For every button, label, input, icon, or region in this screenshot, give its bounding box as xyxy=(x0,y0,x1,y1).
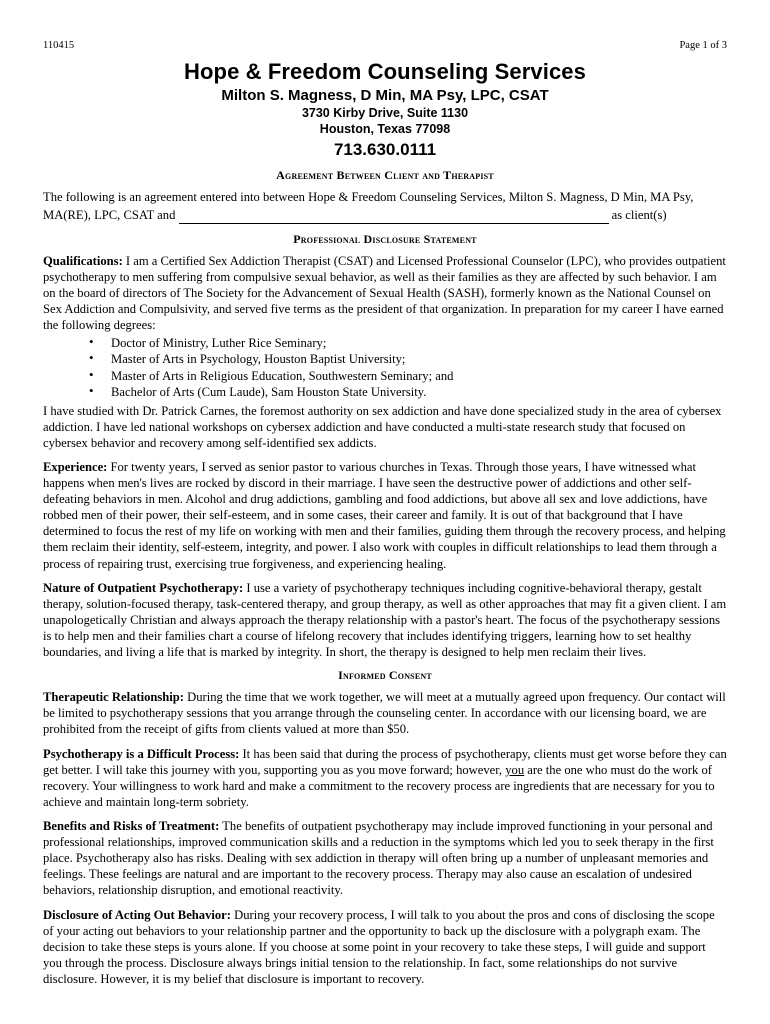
qualifications-postscript: I have studied with Dr. Patrick Carnes, the foremost authority on sex addiction and have done specialized study in the area of cybersex addiction. I have led national workshops on cybersex addiction and have conducted a multi-state research study that focused on cybersex behavior and recovery among self-identified sex addicts. xyxy=(43,403,722,450)
difficult-process-emphasis: you xyxy=(505,762,525,777)
page-header xyxy=(43,40,727,53)
benefits-risks-text: The benefits of outpatient psychotherapy may include improved functioning in your personal and professional relationships, improved communication skills and a reduction in the symptoms which led you to seek therapy in the first place. Psychotherapy also has risks. Dealing with sex addiction in therapy will often bring up a number of unpleasant memories and feelings. These feelings are natural and are important to the recovery process. Therapy may also cause an escalation of undesired behaviors, relationship disruption, and emotional reactivity. xyxy=(43,818,714,898)
difficult-process-text-2: are the one who must do the work of recovery. Your willingness to work hard and make a commitment to the recovery process are ingredients that are necessary for you to achieve and maintain long-term sobriety. xyxy=(43,762,715,809)
list-item: • Bachelor of Arts (Cum Laude), Sam Houston State University. xyxy=(89,384,727,400)
disclosure-acting-out-paragraph xyxy=(43,907,727,988)
disclosure-acting-out-label: Disclosure of Acting Out Behavior: xyxy=(43,907,231,922)
therapeutic-relationship-text: During the time that we work together, we will meet at a mutually agreed upon frequency. Our contact will be limited to psychotherapy sessions that you arrange through the counseling center. In accordance with our licensing board, we are prohibited from the receipt of gifts from clients valued at more than $50. xyxy=(43,690,726,737)
agreement-line2-suffix: as client(s) xyxy=(608,208,667,223)
nature-text: I use a variety of psychotherapy techniques including cognitive-behavioral therapy, gestalt therapy, solution-focused therapy, task-centered therapy, and group therapy, as well as other approaches that may fit a given client. I am unapologetically Christian and always approach the therapy relationship with a pastor's heart. The focus of the psychotherapy sessions is to help men and their families chart a course of lifelong recovery that includes identifying triggers, learning how to set healthy boundaries, and living a life that is marked by integrity. In short, the therapy is designed to help men reclaim their lives. xyxy=(43,580,727,660)
disclosure-acting-out-text: During your recovery process, I will talk to you about the pros and cons of disclosing the scope of your acting out behaviors to your relationship partner and the opportunity to back up the disclosure with a polygraph exam. The decision to take these steps is yours alone. If you choose at some point in your recovery to take these steps, I will guide and support you through the process. Disclosure always brings initial tension to the relationship. In fact, some relationships do not survive disclosure. However, it is my belief that disclosure is important to recovery. xyxy=(43,907,715,986)
experience-text: For twenty years, I served as senior pastor to various churches in Texas. Through those years, I have witnessed what happens when men's lives are rocked by discord in their marriage. I have seen the destructive power of addictions and other self-defeating behaviors in men. Alcohol and drug addictions, gambling and food addictions, but above all sex and love addictions, have robbed men of their power, their self-esteem, and in some cases, their career and family. It is out of that background that I have determined to focus the rest of my life on working with men and their families, guiding them through the recovery process, and helping them reclaim their identity, self-esteem, integrity, and power. I also work with couples in difficult relationships to lead them through a process of repairing trust, exercising true forgiveness, and experiencing healing. xyxy=(43,459,726,571)
list-item: • Master of Arts in Religious Education, Southwestern Seminary; and xyxy=(89,368,727,384)
experience-paragraph xyxy=(43,459,727,572)
degrees-list xyxy=(43,335,727,400)
nature-of-psychotherapy-paragraph xyxy=(43,580,727,661)
qualifications-label: Qualifications: xyxy=(43,253,123,268)
agreement-client-line xyxy=(43,207,727,223)
client-name-blank[interactable] xyxy=(179,211,609,224)
practitioner-name: Milton S. Magness, D Min, MA Psy, LPC, CSAT xyxy=(221,86,549,104)
document-id: 110415 xyxy=(43,40,75,51)
list-item: • Master of Arts in Psychology, Houston Baptist University; xyxy=(89,351,727,367)
address-line-1: 3730 Kirby Drive, Suite 1130 xyxy=(301,105,469,120)
address-line-2: Houston, Texas 77098 xyxy=(319,122,451,137)
agreement-line2-prefix: MA(RE), LPC, CSAT and xyxy=(43,208,179,223)
list-item: • Doctor of Ministry, Luther Rice Seminary; xyxy=(89,335,727,351)
experience-label: Experience: xyxy=(43,459,108,474)
page-number: Page 1 of 3 xyxy=(679,40,727,51)
benefits-risks-paragraph xyxy=(43,818,727,899)
document-content xyxy=(43,40,727,995)
agreement-heading: Agreement Between Client and Therapist xyxy=(276,168,494,183)
nature-label: Nature of Outpatient Psychotherapy: xyxy=(43,580,244,595)
therapeutic-relationship-label: Therapeutic Relationship: xyxy=(43,690,184,705)
agreement-intro: The following is an agreement entered into between Hope & Freedom Counseling Services, Milton S. Magness, D Min, MA Psy, xyxy=(43,190,694,205)
difficult-process-text-1: It has been said that during the process of psychotherapy, clients must get worse before they can get better. I will take this journey with you, supporting you as you move forward; however, xyxy=(43,746,727,777)
qualifications-paragraph xyxy=(43,253,727,334)
phone-number: 713.630.0111 xyxy=(333,140,437,160)
qualifications-text: I am a Certified Sex Addiction Therapist (CSAT) and Licensed Professional Counselor (LPC), who provides outpatient psychotherapy to men suffering from compulsive sexual behavior, as well as their families as they are affected by such behavior. I am on the board of directors of The Society for the Advancement of Sexual Health (SASH), formerly known as the National Counsel on Sex Addiction and Compulsivity, and served five terms as the president of that organization. In preparation for my career I have earned the following degrees: xyxy=(43,253,726,332)
professional-disclosure-heading: Professional Disclosure Statement xyxy=(293,231,477,246)
organization-name: Hope & Freedom Counseling Services xyxy=(184,58,586,84)
benefits-risks-label: Benefits and Risks of Treatment: xyxy=(43,818,220,833)
difficult-process-paragraph xyxy=(43,746,727,810)
informed-consent-heading: Informed Consent xyxy=(338,668,432,683)
difficult-process-label: Psychotherapy is a Difficult Process: xyxy=(43,746,240,761)
therapeutic-relationship-paragraph xyxy=(43,689,727,737)
